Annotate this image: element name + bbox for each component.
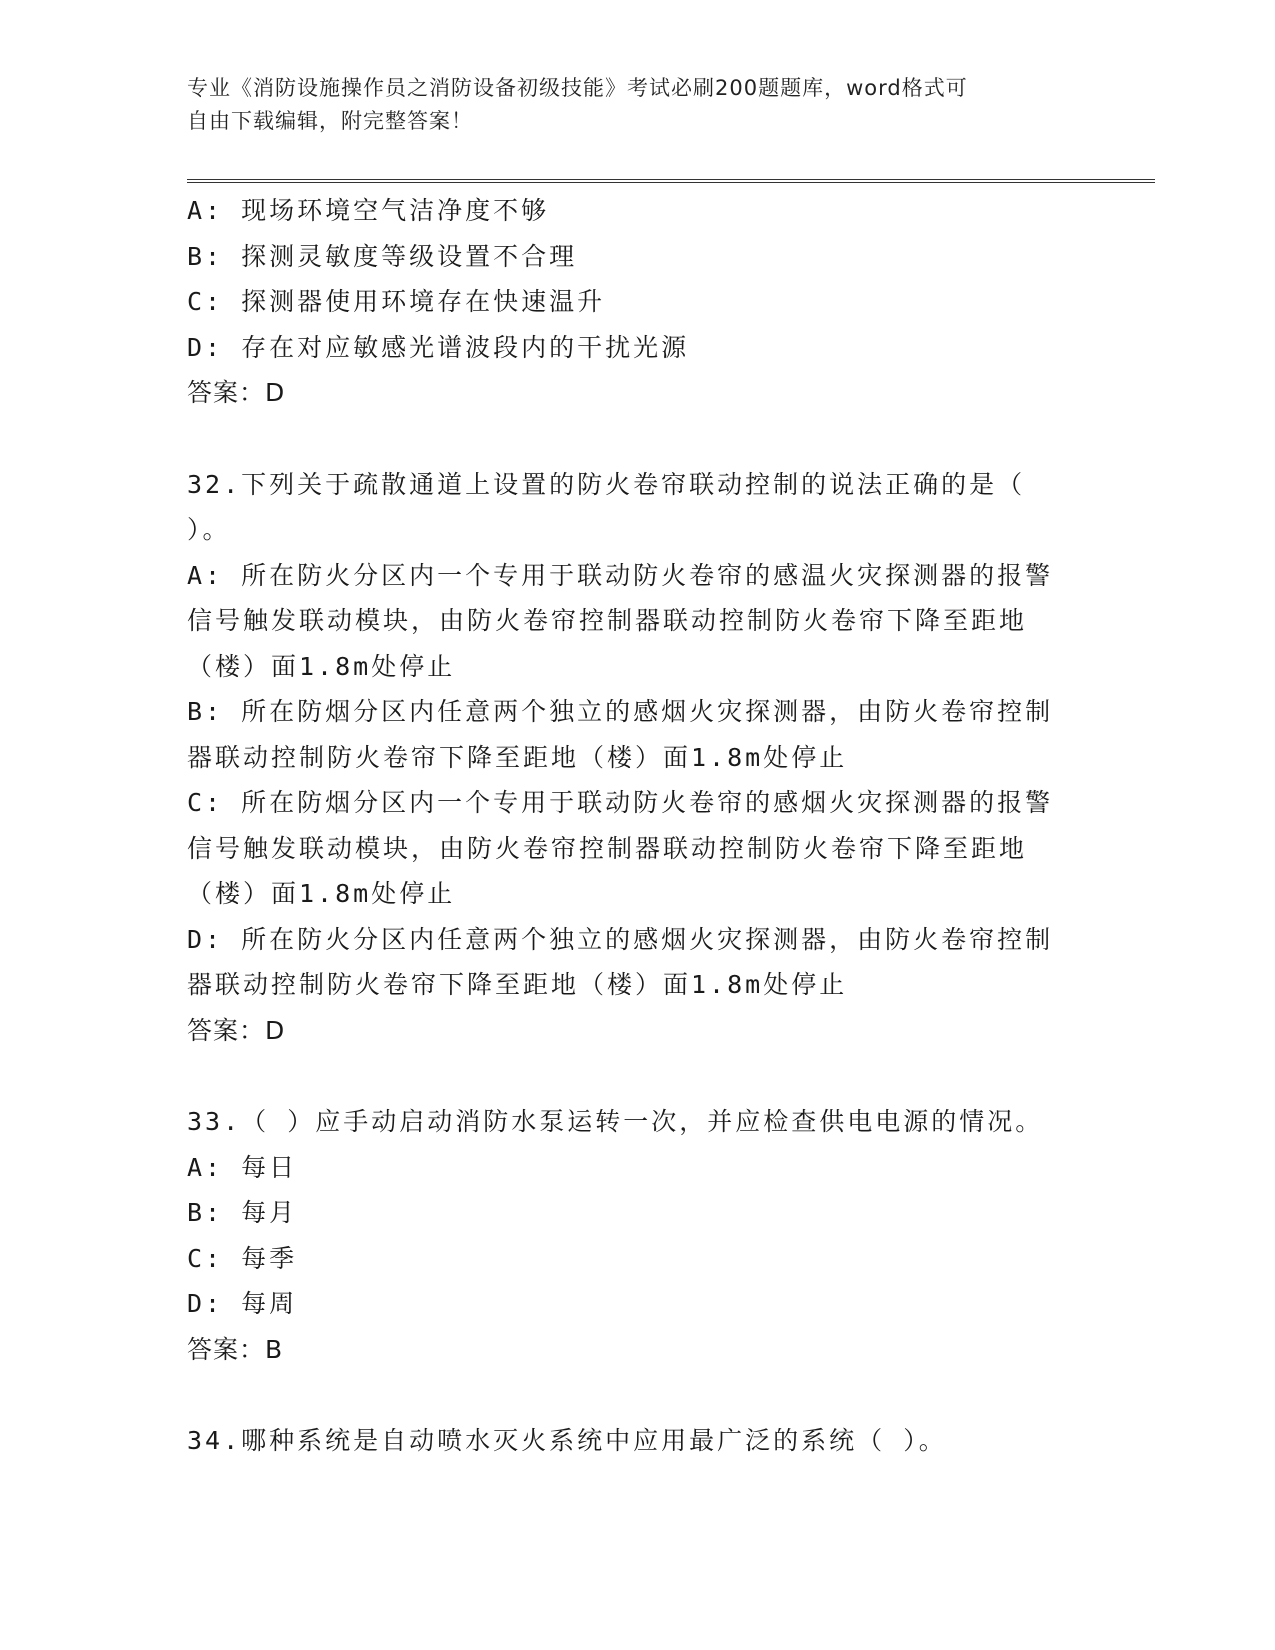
question-stem-cont: ）。 xyxy=(187,515,231,544)
option-c: C: 每季 xyxy=(187,1243,298,1273)
document-header xyxy=(187,72,1087,138)
question-stem: 33.（ ）应手动启动消防水泵运转一次，并应检查供电电源的情况。 xyxy=(187,1107,1044,1136)
header-divider xyxy=(187,179,1155,183)
spacer xyxy=(187,1372,1087,1418)
question-stem: 34.哪种系统是自动喷水灭火系统中应用最广泛的系统（ ）。 xyxy=(187,1426,947,1455)
option-a: A: 所在防火分区内一个专用于联动防火卷帘的感温火灾探测器的报警 xyxy=(187,560,1054,590)
answer: 答案：D xyxy=(187,378,286,407)
question-34 xyxy=(187,1418,1087,1464)
question-content xyxy=(187,188,1087,1464)
question-31 xyxy=(187,188,1087,416)
option-a-cont: （楼）面1.8m处停止 xyxy=(187,651,456,681)
option-b: B: 所在防烟分区内任意两个独立的感烟火灾探测器，由防火卷帘控制 xyxy=(187,697,1054,726)
option-b: B: 每月 xyxy=(187,1198,298,1227)
spacer xyxy=(187,1053,1087,1099)
answer: 答案：B xyxy=(187,1334,284,1364)
option-b: B: 探测灵敏度等级设置不合理 xyxy=(187,241,578,271)
header-line-2: 自由下载编辑，附完整答案！ xyxy=(187,109,473,133)
option-c-cont: 信号触发联动模块，由防火卷帘控制器联动控制防火卷帘下降至距地 xyxy=(187,833,1028,863)
option-d-cont: 器联动控制防火卷帘下降至距地（楼）面1.8m处停止 xyxy=(187,970,848,999)
question-33 xyxy=(187,1099,1087,1372)
question-32 xyxy=(187,462,1087,1054)
option-d: D: 所在防火分区内任意两个独立的感烟火灾探测器，由防火卷帘控制 xyxy=(187,924,1054,954)
option-a: A: 现场环境空气洁净度不够 xyxy=(187,196,550,225)
option-b-cont: 器联动控制防火卷帘下降至距地（楼）面1.8m处停止 xyxy=(187,742,848,772)
option-d: D: 存在对应敏感光谱波段内的干扰光源 xyxy=(187,332,690,362)
question-stem: 32.下列关于疏散通道上设置的防火卷帘联动控制的说法正确的是（ xyxy=(187,469,1026,499)
option-c: C: 所在防烟分区内一个专用于联动防火卷帘的感烟火灾探测器的报警 xyxy=(187,788,1054,817)
option-c: C: 探测器使用环境存在快速温升 xyxy=(187,287,606,316)
header-line-1: 专业《消防设施操作员之消防设备初级技能》考试必刷200题题库，word格式可 xyxy=(187,76,968,100)
option-d: D: 每周 xyxy=(187,1289,298,1318)
option-a-cont: 信号触发联动模块，由防火卷帘控制器联动控制防火卷帘下降至距地 xyxy=(187,606,1028,635)
option-c-cont: （楼）面1.8m处停止 xyxy=(187,879,456,908)
spacer xyxy=(187,416,1087,462)
answer: 答案：D xyxy=(187,1015,286,1045)
option-a: A: 每日 xyxy=(187,1152,298,1182)
